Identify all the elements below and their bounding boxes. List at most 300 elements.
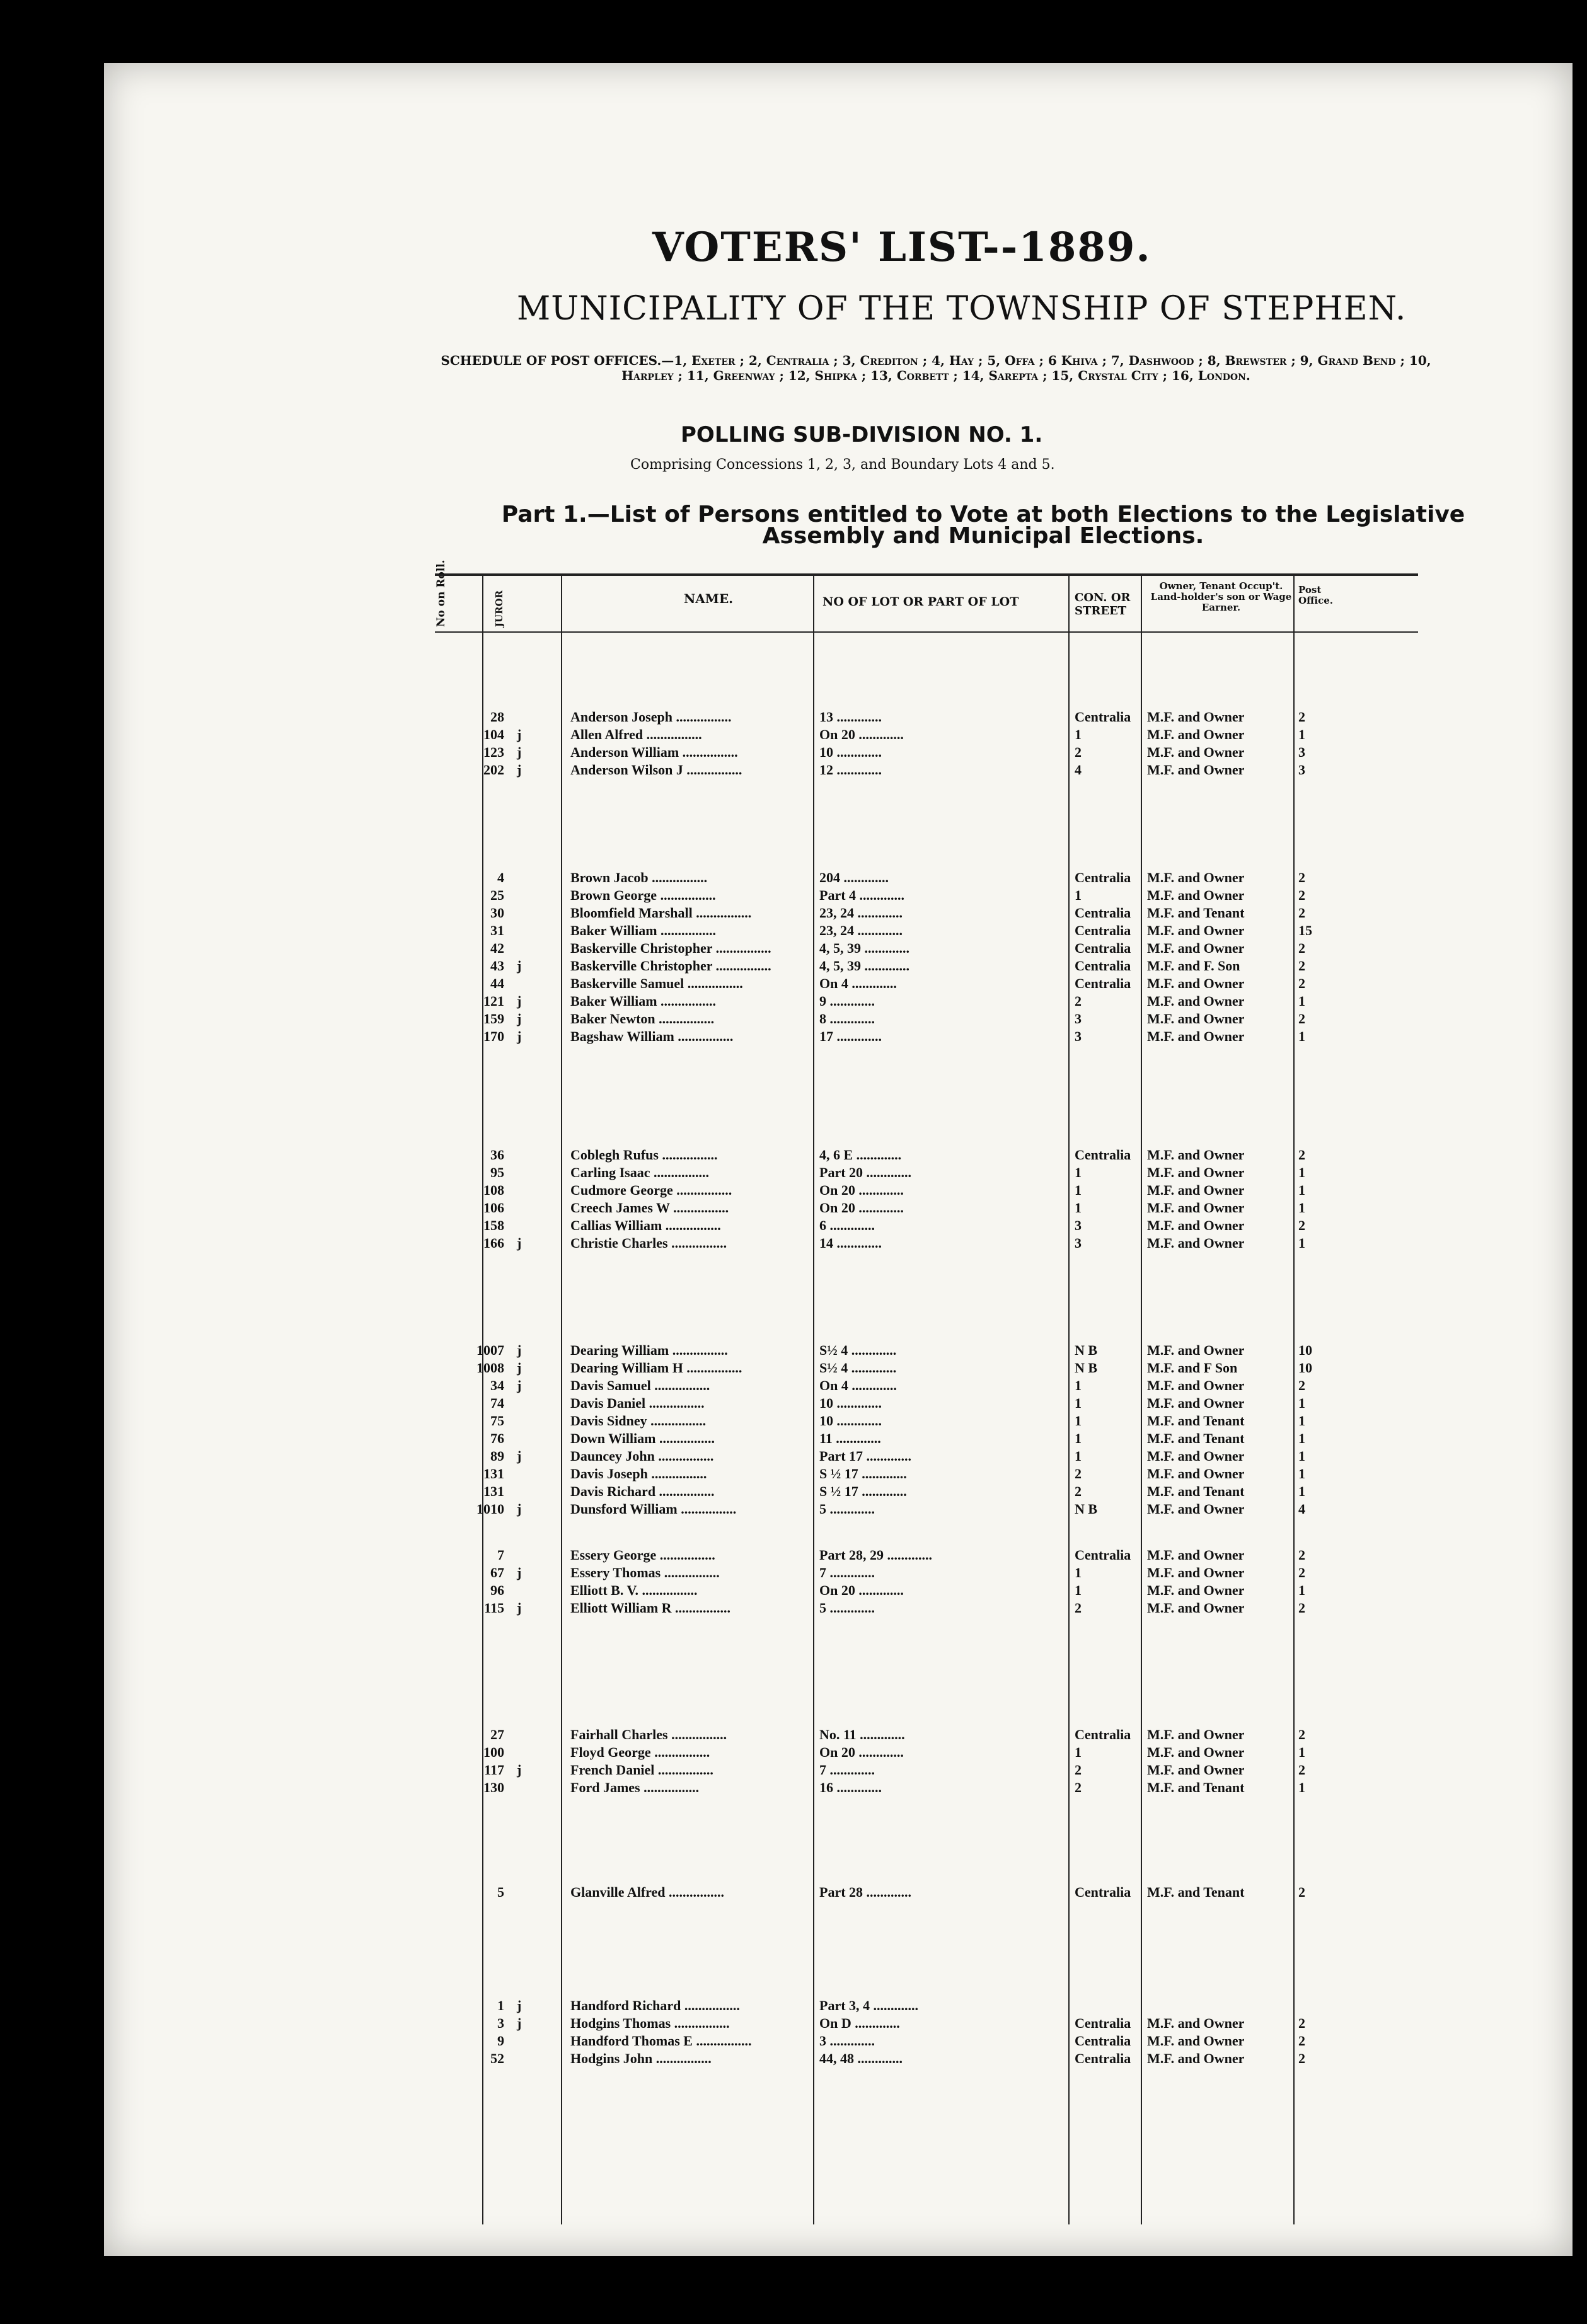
post-office-number: 1 (1298, 1744, 1305, 1760)
lot-number: Part 3, 4 ............. (819, 1998, 919, 2013)
lot-number: On 20 ............. (819, 1744, 904, 1760)
juror-mark: j (517, 1028, 522, 1044)
roll-number: 75 (490, 1413, 504, 1429)
table-row (435, 1884, 1418, 1902)
ownership-status: M.F. and Owner (1147, 1165, 1245, 1180)
juror-mark: j (517, 993, 522, 1009)
voter-name: Davis Daniel ................ (570, 1395, 705, 1411)
lot-number: On 20 ............. (819, 727, 904, 742)
voter-name: Carling Isaac ................ (570, 1165, 709, 1180)
post-office-number: 2 (1298, 905, 1305, 921)
roll-number: 5 (497, 1884, 504, 1900)
voter-name: Glanville Alfred ................ (570, 1884, 725, 1900)
voter-name: Baker Newton ................ (570, 1011, 715, 1027)
table-row (435, 744, 1418, 762)
voter-name: Hodgins John ................ (570, 2051, 712, 2066)
ownership-status: M.F. and Owner (1147, 2051, 1245, 2066)
voter-name: French Daniel ................ (570, 1762, 713, 1778)
concession: 3 (1075, 1011, 1082, 1027)
table-row (435, 1483, 1418, 1501)
ownership-status: M.F. and Tenant (1147, 1430, 1245, 1446)
ownership-status: M.F. and Owner (1147, 1547, 1245, 1563)
concession: Centralia (1075, 958, 1131, 974)
concession: 1 (1075, 1378, 1082, 1393)
lot-number: No. 11 ............. (819, 1727, 905, 1742)
table-row (435, 1200, 1418, 1217)
concession: 3 (1075, 1235, 1082, 1251)
table-row (435, 2015, 1418, 2033)
ownership-status: M.F. and Owner (1147, 762, 1245, 778)
voter-name: Brown Jacob ................ (570, 870, 708, 885)
post-office-number: 1 (1298, 1582, 1305, 1598)
lot-number: 5 ............. (819, 1600, 875, 1616)
post-office-number: 1 (1298, 1466, 1305, 1481)
concession: 1 (1075, 1565, 1082, 1580)
voter-name: Davis Sidney ................ (570, 1413, 707, 1429)
lot-number: 3 ............. (819, 2033, 875, 2049)
lot-number: On 20 ............. (819, 1182, 904, 1198)
concession: 1 (1075, 1395, 1082, 1411)
roll-number: 1010 (476, 1501, 504, 1517)
concession: 3 (1075, 1028, 1082, 1044)
table-row (435, 1378, 1418, 1395)
roll-number: 159 (483, 1011, 504, 1027)
table-row (435, 1028, 1418, 1046)
table-row (435, 1762, 1418, 1780)
roll-number: 131 (483, 1466, 504, 1481)
post-office-number: 2 (1298, 958, 1305, 974)
ownership-status: M.F. and Owner (1147, 1028, 1245, 1044)
lot-number: 9 ............. (819, 993, 875, 1009)
post-office-schedule: SCHEDULE OF POST OFFICES.—1, Exeter ; 2, Centralia ; 3, Crediton ; 4, Hay ; 5, Offa ; 6 Khiva ; 7, Dashwood ; 8, Brewster ; 9, Grand Bend ; 10, Harpley ; 11, Greenway ; 12, Shipka ; 13, Corbett ; 14, Sarepta ; 15, Crystal City ; 16, London. (441, 353, 1431, 383)
voter-name: Davis Richard ................ (570, 1483, 715, 1499)
roll-number: 74 (490, 1395, 504, 1411)
post-office-number: 10 (1298, 1360, 1312, 1376)
juror-mark: j (517, 1011, 522, 1027)
post-office-number: 1 (1298, 1780, 1305, 1795)
ownership-status: M.F. and Owner (1147, 709, 1245, 725)
post-office-number: 2 (1298, 975, 1305, 991)
post-office-number: 15 (1298, 923, 1312, 938)
roll-number: 44 (490, 975, 504, 991)
table-row (435, 923, 1418, 940)
table-row (435, 870, 1418, 887)
concession: Centralia (1075, 1884, 1131, 1900)
lot-number: On 20 ............. (819, 1200, 904, 1216)
table-row (435, 2033, 1418, 2051)
polling-subdivision-heading: POLLING SUB-DIVISION NO. 1. (681, 422, 1043, 447)
lot-number: S½ 4 ............. (819, 1360, 897, 1376)
ownership-status: M.F. and Owner (1147, 993, 1245, 1009)
table-row (435, 975, 1418, 993)
ownership-status: M.F. and Owner (1147, 727, 1245, 742)
post-office-number: 1 (1298, 1182, 1305, 1198)
concession: Centralia (1075, 2015, 1131, 2031)
table-row (435, 1998, 1418, 2015)
header-bottom-rule (435, 631, 1418, 633)
post-office-number: 4 (1298, 1501, 1305, 1517)
lot-number: 10 ............. (819, 1395, 882, 1411)
table-row (435, 905, 1418, 923)
ownership-status: M.F. and Owner (1147, 1217, 1245, 1233)
lot-number: Part 17 ............. (819, 1448, 912, 1464)
post-office-number: 1 (1298, 1483, 1305, 1499)
concession: Centralia (1075, 1147, 1131, 1163)
ownership-status: M.F. and Owner (1147, 1600, 1245, 1616)
table-row (435, 1235, 1418, 1253)
table-row (435, 1547, 1418, 1565)
post-office-number: 1 (1298, 1448, 1305, 1464)
concession: 2 (1075, 1466, 1082, 1481)
roll-number: 117 (484, 1762, 504, 1778)
ownership-status: M.F. and Owner (1147, 2033, 1245, 2049)
lot-number: 204 ............. (819, 870, 889, 885)
voter-name: Callias William ................ (570, 1217, 721, 1233)
concession: 1 (1075, 887, 1082, 903)
concession: Centralia (1075, 2051, 1131, 2066)
voter-name: Dearing William ................ (570, 1342, 728, 1358)
lot-number: 17 ............. (819, 1028, 882, 1044)
ownership-status: M.F. and Owner (1147, 1727, 1245, 1742)
juror-mark: j (517, 1565, 522, 1580)
concession: 2 (1075, 744, 1082, 760)
roll-number: 28 (490, 709, 504, 725)
voter-name: Handford Thomas E ................ (570, 2033, 752, 2049)
ownership-status: M.F. and Owner (1147, 1501, 1245, 1517)
voter-name: Elliott William R ................ (570, 1600, 731, 1616)
lot-number: On 4 ............. (819, 1378, 897, 1393)
roll-number: 115 (484, 1600, 504, 1616)
table-row (435, 958, 1418, 975)
juror-mark: j (517, 1342, 522, 1358)
ownership-status: M.F. and Tenant (1147, 905, 1245, 921)
concession: Centralia (1075, 1547, 1131, 1563)
juror-mark: j (517, 958, 522, 974)
concession: Centralia (1075, 870, 1131, 885)
post-office-number: 3 (1298, 762, 1305, 778)
lot-number: S ½ 17 ............. (819, 1483, 907, 1499)
lot-number: S½ 4 ............. (819, 1342, 897, 1358)
voter-name: Anderson Wilson J ................ (570, 762, 742, 778)
col-roll-header: No on Roll. (435, 560, 447, 627)
header-rule (435, 573, 1418, 576)
ownership-status: M.F. and Owner (1147, 1395, 1245, 1411)
post-office-number: 2 (1298, 870, 1305, 885)
roll-number: 52 (490, 2051, 504, 2066)
document-title: VOTERS' LIST--1889. (652, 224, 1151, 271)
table-row (435, 1582, 1418, 1600)
roll-number: 96 (490, 1582, 504, 1598)
ownership-status: M.F. and Owner (1147, 887, 1245, 903)
concession: 1 (1075, 1744, 1082, 1760)
lot-number: On D ............. (819, 2015, 900, 2031)
voter-name: Baskerville Samuel ................ (570, 975, 743, 991)
concession: 2 (1075, 993, 1082, 1009)
voter-name: Anderson Joseph ................ (570, 709, 732, 725)
ownership-status: M.F. and Tenant (1147, 1780, 1245, 1795)
voter-name: Davis Samuel ................ (570, 1378, 710, 1393)
concession: 2 (1075, 1762, 1082, 1778)
post-office-number: 1 (1298, 993, 1305, 1009)
table-row (435, 2051, 1418, 2068)
lot-number: 13 ............. (819, 709, 882, 725)
post-office-number: 2 (1298, 887, 1305, 903)
juror-mark: j (517, 1448, 522, 1464)
lot-number: 12 ............. (819, 762, 882, 778)
post-office-number: 2 (1298, 2033, 1305, 2049)
ownership-status: M.F. and Owner (1147, 1744, 1245, 1760)
roll-number: 1008 (476, 1360, 504, 1376)
roll-number: 67 (490, 1565, 504, 1580)
concession: N B (1075, 1501, 1098, 1517)
ownership-status: M.F. and Owner (1147, 1565, 1245, 1580)
roll-number: 27 (490, 1727, 504, 1742)
concession: Centralia (1075, 975, 1131, 991)
ownership-status: M.F. and Owner (1147, 1466, 1245, 1481)
post-office-number: 1 (1298, 1165, 1305, 1180)
col-name-header: NAME. (684, 591, 734, 606)
lot-number: On 4 ............. (819, 975, 897, 991)
roll-number: 106 (483, 1200, 504, 1216)
roll-number: 170 (483, 1028, 504, 1044)
lot-number: 44, 48 ............. (819, 2051, 903, 2066)
voter-name: Dearing William H ................ (570, 1360, 742, 1376)
roll-number: 7 (497, 1547, 504, 1563)
voter-name: Coblegh Rufus ................ (570, 1147, 718, 1163)
concession: Centralia (1075, 709, 1131, 725)
roll-number: 76 (490, 1430, 504, 1446)
ownership-status: M.F. and Owner (1147, 1235, 1245, 1251)
voter-name: Baskerville Christopher ................ (570, 958, 771, 974)
post-office-number: 2 (1298, 2015, 1305, 2031)
municipality-heading: MUNICIPALITY OF THE TOWNSHIP OF STEPHEN. (517, 290, 1407, 328)
table-row (435, 762, 1418, 779)
concession: 4 (1075, 762, 1082, 778)
roll-number: 131 (483, 1483, 504, 1499)
concession: 1 (1075, 1430, 1082, 1446)
lot-number: 11 ............. (819, 1430, 881, 1446)
ownership-status: M.F. and F. Son (1147, 958, 1240, 974)
voter-name: Down William ................ (570, 1430, 715, 1446)
post-office-number: 1 (1298, 1028, 1305, 1044)
voter-name: Bloomfield Marshall ................ (570, 905, 752, 921)
roll-number: 95 (490, 1165, 504, 1180)
table-row (435, 1466, 1418, 1483)
juror-mark: j (517, 1235, 522, 1251)
post-office-number: 2 (1298, 1727, 1305, 1742)
post-office-number: 2 (1298, 1147, 1305, 1163)
lot-number: 4, 6 E ............. (819, 1147, 902, 1163)
ownership-status: M.F. and Owner (1147, 1182, 1245, 1198)
juror-mark: j (517, 744, 522, 760)
roll-number: 34 (490, 1378, 504, 1393)
table-row (435, 1182, 1418, 1200)
table-row (435, 1011, 1418, 1028)
ownership-status: M.F. and Owner (1147, 1147, 1245, 1163)
table-row (435, 1600, 1418, 1618)
post-office-number: 2 (1298, 1762, 1305, 1778)
roll-number: 25 (490, 887, 504, 903)
voter-name: Baker William ................ (570, 993, 717, 1009)
ownership-status: M.F. and Owner (1147, 1448, 1245, 1464)
post-office-number: 2 (1298, 1547, 1305, 1563)
roll-number: 9 (497, 2033, 504, 2049)
roll-number: 121 (483, 993, 504, 1009)
concession: Centralia (1075, 923, 1131, 938)
post-office-number: 2 (1298, 2051, 1305, 2066)
table-row (435, 1448, 1418, 1466)
part-heading: Part 1.—List of Persons entitled to Vote at both Elections to the Legislative Assembly and Municipal Elections. (501, 502, 1465, 549)
col-lot-header: NO OF LOT OR PART OF LOT (822, 595, 1019, 609)
col-post-header: Post Office. (1298, 584, 1333, 606)
ownership-status: M.F. and Owner (1147, 2015, 1245, 2031)
lot-number: Part 28 ............. (819, 1884, 912, 1900)
voter-name: Creech James W ................ (570, 1200, 729, 1216)
voter-name: Hodgins Thomas ................ (570, 2015, 730, 2031)
roll-number: 43 (490, 958, 504, 974)
concession: 1 (1075, 1182, 1082, 1198)
concession: 2 (1075, 1600, 1082, 1616)
concession: 1 (1075, 1448, 1082, 1464)
table-row (435, 1395, 1418, 1413)
post-office-number: 2 (1298, 1217, 1305, 1233)
post-office-number: 10 (1298, 1342, 1312, 1358)
concession: 2 (1075, 1780, 1082, 1795)
voter-name: Dauncey John ................ (570, 1448, 714, 1464)
post-office-number: 1 (1298, 1235, 1305, 1251)
table-row (435, 1147, 1418, 1165)
table-row (435, 1565, 1418, 1582)
roll-number: 202 (483, 762, 504, 778)
concession: 1 (1075, 727, 1082, 742)
lot-number: 4, 5, 39 ............. (819, 958, 909, 974)
voter-name: Cudmore George ................ (570, 1182, 732, 1198)
table-row (435, 1780, 1418, 1797)
post-office-number: 2 (1298, 1378, 1305, 1393)
concession: Centralia (1075, 905, 1131, 921)
roll-number: 100 (483, 1744, 504, 1760)
table-row (435, 1342, 1418, 1360)
post-office-number: 2 (1298, 1884, 1305, 1900)
document-page (104, 63, 1573, 2256)
concession: 2 (1075, 1483, 1082, 1499)
table-row (435, 993, 1418, 1011)
ownership-status: M.F. and Owner (1147, 1200, 1245, 1216)
table-row (435, 1727, 1418, 1744)
post-office-number: 3 (1298, 744, 1305, 760)
concessions-note: Comprising Concessions 1, 2, 3, and Boundary Lots 4 and 5. (630, 457, 1055, 473)
juror-mark: j (517, 1501, 522, 1517)
voter-name: Handford Richard ................ (570, 1998, 740, 2013)
concession: 1 (1075, 1200, 1082, 1216)
lot-number: 10 ............. (819, 1413, 882, 1429)
lot-number: Part 28, 29 ............. (819, 1547, 933, 1563)
post-office-number: 2 (1298, 1565, 1305, 1580)
ownership-status: M.F. and Owner (1147, 1762, 1245, 1778)
roll-number: 158 (483, 1217, 504, 1233)
voter-name: Essery George ................ (570, 1547, 715, 1563)
concession: 1 (1075, 1413, 1082, 1429)
ownership-status: M.F. and Tenant (1147, 1884, 1245, 1900)
voter-name: Essery Thomas ................ (570, 1565, 720, 1580)
concession: Centralia (1075, 940, 1131, 956)
post-office-number: 1 (1298, 1430, 1305, 1446)
voter-name: Allen Alfred ................ (570, 727, 702, 742)
post-office-number: 1 (1298, 1200, 1305, 1216)
voter-name: Dunsford William ................ (570, 1501, 737, 1517)
juror-mark: j (517, 762, 522, 778)
ownership-status: M.F. and Tenant (1147, 1483, 1245, 1499)
lot-number: 6 ............. (819, 1217, 875, 1233)
concession: N B (1075, 1342, 1098, 1358)
juror-mark: j (517, 1762, 522, 1778)
voter-name: Davis Joseph ................ (570, 1466, 707, 1481)
ownership-status: M.F. and Owner (1147, 744, 1245, 760)
juror-mark: j (517, 1360, 522, 1376)
lot-number: 10 ............. (819, 744, 882, 760)
voter-name: Fairhall Charles ................ (570, 1727, 727, 1742)
lot-number: On 20 ............. (819, 1582, 904, 1598)
roll-number: 31 (490, 923, 504, 938)
col-con-header: CON. OR STREET (1075, 591, 1131, 618)
roll-number: 130 (483, 1780, 504, 1795)
concession: Centralia (1075, 2033, 1131, 2049)
voter-name: Baker William ................ (570, 923, 717, 938)
col-owner-header: Owner, Tenant Occup't. Land-holder's son or Wage Earner. (1150, 580, 1292, 613)
post-office-number: 1 (1298, 1395, 1305, 1411)
lot-number: 8 ............. (819, 1011, 875, 1027)
post-office-number: 2 (1298, 1011, 1305, 1027)
ownership-status: M.F. and Owner (1147, 1378, 1245, 1393)
ownership-status: M.F. and Owner (1147, 1582, 1245, 1598)
table-row (435, 1430, 1418, 1448)
concession: N B (1075, 1360, 1098, 1376)
lot-number: 7 ............. (819, 1762, 875, 1778)
juror-mark: j (517, 2015, 522, 2031)
juror-mark: j (517, 1998, 522, 2013)
roll-number: 42 (490, 940, 504, 956)
lot-number: 7 ............. (819, 1565, 875, 1580)
lot-number: 23, 24 ............. (819, 923, 903, 938)
concession: Centralia (1075, 1727, 1131, 1742)
juror-mark: j (517, 1378, 522, 1393)
lot-number: Part 4 ............. (819, 887, 905, 903)
roll-number: 1007 (476, 1342, 504, 1358)
table-row (435, 1360, 1418, 1378)
post-office-number: 2 (1298, 709, 1305, 725)
concession: 1 (1075, 1582, 1082, 1598)
roll-number: 36 (490, 1147, 504, 1163)
roll-number: 1 (497, 1998, 504, 2013)
voter-name: Brown George ................ (570, 887, 716, 903)
roll-number: 30 (490, 905, 504, 921)
lot-number: S ½ 17 ............. (819, 1466, 907, 1481)
ownership-status: M.F. and Owner (1147, 1011, 1245, 1027)
voter-name: Christie Charles ................ (570, 1235, 727, 1251)
col-juror-header: JUROR (493, 590, 505, 627)
table-row (435, 709, 1418, 727)
ownership-status: M.F. and Owner (1147, 870, 1245, 885)
voter-name: Elliott B. V. ................ (570, 1582, 698, 1598)
post-office-number: 1 (1298, 727, 1305, 742)
table-row (435, 1165, 1418, 1182)
ownership-status: M.F. and Owner (1147, 940, 1245, 956)
table-row (435, 727, 1418, 744)
voter-name: Ford James ................ (570, 1780, 700, 1795)
table-row (435, 887, 1418, 905)
voters-table (435, 560, 1418, 2224)
lot-number: 16 ............. (819, 1780, 882, 1795)
